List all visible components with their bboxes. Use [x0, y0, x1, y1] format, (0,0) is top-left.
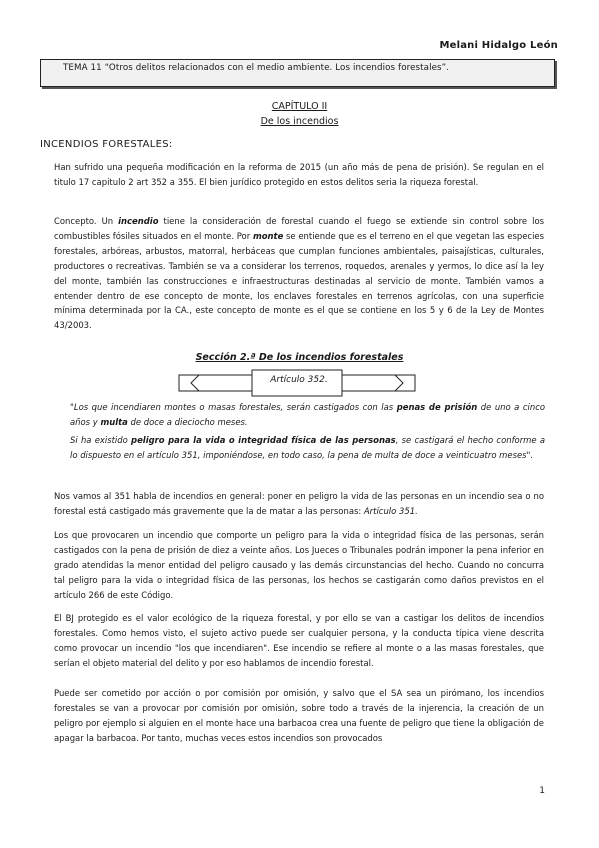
author-name: Melani Hidalgo León: [439, 40, 558, 51]
paragraph-concept: Concepto. Un incendio tiene la consideración de forestal cuando el fuego se extiende sin control sobre los combustibles fósiles situados en el monte. Por monte se entiende que es el terreno en el que vegetan las especies forestales, arbóreas, arbustos, matorral, herbáceas que cumplan funciones ambientales, paisajísticas, culturales, productores o recreativas. También se va a considerar los terrenos, roquedos, arenales y yermos, lo dice así la ley del monte, también las construcciones e infraestructuras destinadas al servicio de monte. También vamos a entender dentro de ese concepto de monte, los enclaves forestales en terrenos agrícolas, con una superficie mínima determinada por la CA., este concepto de monte es el que se contiene en los 5 y 6 de la Ley de Montes 43/2003.: [54, 216, 544, 331]
paragraph-reform: Han sufrido una pequeña modificación en la reforma de 2015 (un año más de pena de prisión). Se regulan en el titulo 17 capitulo 2 art 352 a 355. El bien jurídico protegido en estos delitos seria la riqueza forestal.: [54, 162, 544, 187]
paragraph-comision: Puede ser cometido por acción o por comisión por omisión, y salvo que el SA sea un pirómano, los incendios forestales se van a provocar por comisión por omisión, sobre todo a través de la injerencia, la creación de un peligro por ejemplo si alguien en el monte hace una barbacoa crea una fuente de peligro que tiene la obligación de apagar la barbacoa. Por tanto, muchas veces estos incendios son provocados: [54, 688, 544, 743]
ribbon-left-tail: [179, 375, 199, 391]
topic-title: TEMA 11 “Otros delitos relacionados con el medio ambiente. Los incendios forestales”.: [63, 63, 450, 73]
section-heading: INCENDIOS FORESTALES:: [40, 139, 173, 150]
quote-peligro: Si ha existido peligro para la vida o integridad física de las personas, se castigará el hecho conforme a lo dispuesto en el artículo 351, imponiéndose, en todo caso, la pena de multa de doce a veinticuatro meses".: [70, 435, 546, 460]
chapter-subtitle: De los incendios: [260, 116, 339, 127]
ribbon-right-tail: [395, 375, 415, 391]
term-incendio: incendio: [118, 216, 159, 226]
section-2-heading: Sección 2.ª De los incendios forestales: [195, 352, 404, 363]
term-multa: multa: [100, 416, 128, 427]
ref-article-351: Artículo 351.: [363, 505, 418, 516]
paragraph-art-351-text: Los que provocaren un incendio que comporte un peligro para la vida o integridad física de las personas, serán castigados con la pena de prisión de diez a veinte años. Los Jueces o Tribunales podrán imponer la pena inferior en grado atendidas la menor entidad del peligro causado y las demás circunstancias del hecho. Cuando no concurra tal peligro para la vida o integridad física de las personas, los hechos se castigarán como daños previstos en el artículo 266 de este Código.: [54, 530, 544, 600]
term-peligro-vida: peligro para la vida o integridad física de las personas: [131, 435, 396, 445]
paragraph-bien-juridico: El BJ protegido es el valor ecológico de la riqueza forestal, y por ello se van a castigar los delitos de incendios forestales. Como hemos visto, el sujeto activo puede ser cualquier persona, y la conducta típica viene descrita como provocar un incendio "los que incendiaren". Ese incendio se refiere al monte o a las masas forestales, que serían el objeto material del delito y por eso hablamos de incendio forestal.: [54, 613, 544, 668]
chapter-title: CAPÍTULO II: [271, 101, 328, 112]
paragraph-art-351: Nos vamos al 351 habla de incendios en general: poner en peligro la vida de las personas en un incendio sea o no forestal está castigado más gravemente que la de matar a las personas: Artículo 351.: [54, 491, 544, 516]
term-monte: monte: [252, 230, 284, 241]
page-number: 1: [539, 786, 545, 796]
term-penas-prision: penas de prisión: [396, 402, 478, 412]
quote-article-352: "Los que incendiaren montes o masas forestales, serán castigados con las penas de prisión de uno a cinco años y multa de doce a dieciocho meses.: [70, 402, 545, 427]
article-label: Artículo 352.: [270, 375, 328, 385]
